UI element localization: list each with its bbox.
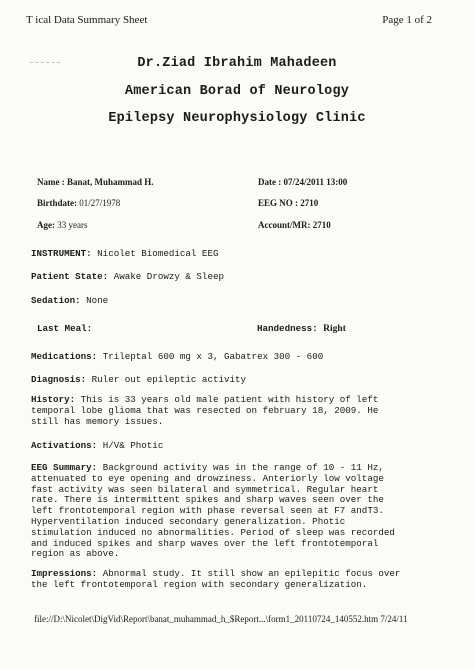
medications-label: Medications: (31, 351, 98, 362)
diagnosis-value: Ruler out epileptic activity (91, 374, 247, 385)
footer-file-path: file://D:\Nicolet\DigVid\Report\banat_muhammad_h_$Report...\form1_20110724_140552.htm 7/24/11 (34, 614, 408, 624)
handedness-label: Handedness: (257, 323, 318, 334)
eeg-row (258, 198, 318, 208)
date-value: 07/24/2011 13:00 (283, 177, 348, 187)
impressions-label: Impressions: (31, 568, 98, 579)
diagnosis-row (31, 374, 246, 385)
eeg-value: 2710 (300, 198, 319, 208)
eeg-summary-label: EEG Summary: (31, 462, 98, 473)
header-title: T ical Data Summary Sheet (26, 14, 148, 26)
name-value: Banat, Muhammad H. (67, 177, 154, 187)
eeg-summary-section (31, 463, 456, 560)
date-row (258, 177, 347, 187)
impressions-section (31, 569, 456, 591)
impressions-text: Abnormal study. It still show an epilepitic focus over the left frontotemporal region with secondary generalization. (31, 568, 401, 590)
birthdate-value: 01/27/1978 (79, 198, 121, 208)
doctor-name: Dr.Ziad Ibrahim Mahadeen (137, 56, 337, 71)
account-value: 2710 (312, 220, 331, 230)
activations-label: Activations: (31, 440, 98, 451)
sedation-row (31, 295, 108, 306)
age-value: 33 years (57, 220, 88, 230)
sedation-label: Sedation: (31, 295, 81, 306)
eeg-label: EEG NO : (258, 198, 299, 208)
medications-row (31, 351, 323, 362)
medications-value: Trileptal 600 mg x 3, Gabatrex 300 - 600 (102, 351, 324, 362)
birthdate-label: Birthdate: (37, 198, 77, 208)
clinic-name: Epilepsy Neurophysiology Clinic (108, 111, 366, 126)
patient-state-label: Patient State: (31, 271, 109, 282)
instrument-row (31, 248, 218, 259)
last-meal-label: Last Meal: (37, 323, 93, 334)
birthdate-row (37, 198, 120, 208)
activations-row (31, 440, 163, 451)
handedness-row (257, 323, 346, 334)
board-name: American Borad of Neurology (124, 84, 350, 99)
eeg-summary-text: Background activity was in the range of 10 - 11 Hz, attenuated to eye opening and drowziness. Anteriorly low voltage fast activity was seen bilateral and symmetrical. Regular heart rate. There is intermittent spikes and sharp waves seen over the left frontotemporal region with phase reversal seen at F7 andT3. Hyperventilation induced secondary generalization. Photic stimulation induced no abnormalities. Period of sleep was recorded and induced spikes and sharp waves over the left frontotemporal region as above. (31, 462, 395, 560)
activations-value: H/V& Photic (102, 440, 164, 451)
instrument-label: INSTRUMENT: (31, 248, 92, 259)
age-label: Age: (37, 220, 55, 230)
age-row (37, 220, 88, 230)
date-label: Date : (258, 177, 282, 187)
patient-state-value: Awake Drowzy & Sleep (113, 271, 224, 282)
history-text: This is 33 years old male patient with history of left temporal lobe glioma that was resected on february 18, 2009. He still has memory issues. (31, 394, 379, 427)
handedness-value: Right (323, 324, 346, 334)
history-label: History: (31, 394, 76, 405)
name-row (37, 177, 154, 187)
history-section (31, 395, 456, 427)
page-number: Page 1 of 2 (382, 14, 432, 26)
diagnosis-label: Diagnosis: (31, 374, 87, 385)
name-label: Name : (37, 177, 65, 187)
patient-state-row (31, 271, 224, 282)
account-label: Account/MR: (258, 220, 311, 230)
last-meal-row (37, 323, 92, 334)
account-row (258, 220, 331, 230)
sedation-value: None (86, 295, 109, 306)
instrument-value: Nicolet Biomedical EEG (97, 248, 219, 259)
